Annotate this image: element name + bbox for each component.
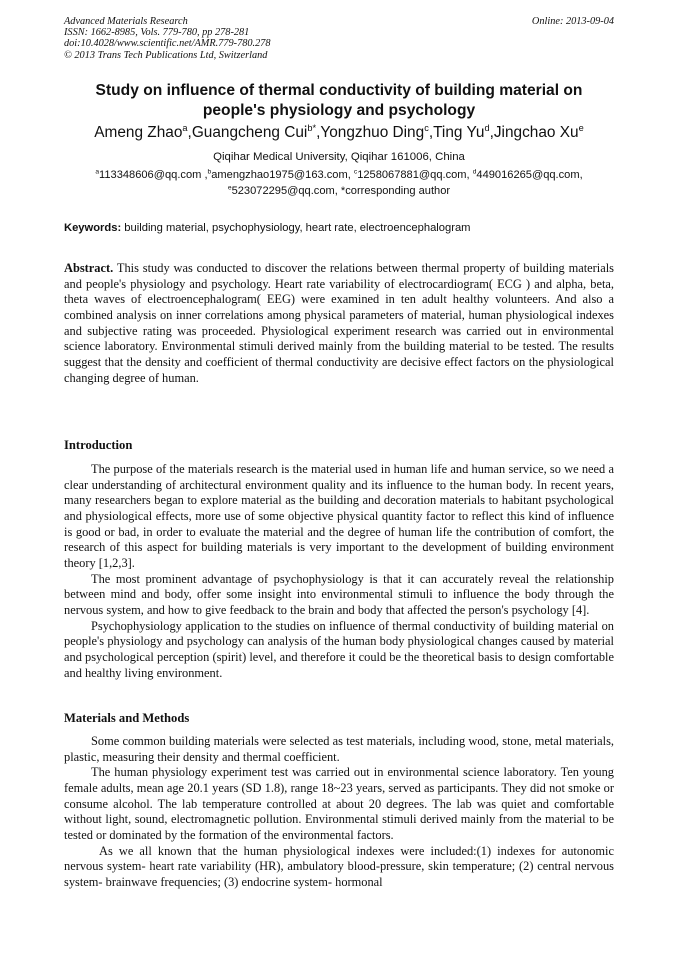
keywords-text: building material, psychophysiology, heart rate, electroencephalogram [121, 222, 471, 234]
email-mark: e [227, 183, 232, 191]
email-mark: a [95, 168, 100, 176]
paper-title [40, 81, 638, 120]
email-c: 1258067881@qq.com, [357, 169, 473, 181]
email-mark: c [353, 168, 358, 176]
abstract-label: Abstract. [64, 261, 114, 275]
author-name: Jingchao Xu [493, 124, 579, 141]
author-affil-mark: d [484, 122, 490, 133]
journal-header [64, 16, 614, 61]
title-line-1: Study on influence of thermal conductivity of building material on [95, 82, 583, 99]
email-mark: b [207, 168, 212, 176]
email-a: 113348606@qq.com , [99, 169, 208, 181]
methods-section [64, 734, 614, 891]
journal-name: Advanced Materials Research [64, 16, 188, 27]
abstract-text: This study was conducted to discover the relations between thermal property of building materials and people's physiology and psychology. Heart rate variability of electrocardiogram( ECG ) and alpha, beta, theta waves of electroencephalogram( EEG) were examined in ten adult healthy volunteers. And also a combined analysis on inner correlations among physical parameters of material, human physiological indexes and subjective rating was proceeded. Physiological experiment research was carried out in environmental science laboratory. Environmental stimuli derived mainly from the building material to be tested. The results suggest that the density and coefficient of thermal conductivity are decisive effect factors on the physiological changing degree of human. [64, 261, 614, 385]
affiliation: Qiqihar Medical University, Qiqihar 161006, China [213, 151, 465, 163]
author-name: Guangcheng Cui [191, 124, 308, 141]
journal-copyright: © 2013 Trans Tech Publications Ltd, Switzerland [64, 49, 268, 61]
author-emails [58, 168, 620, 199]
abstract [64, 261, 614, 386]
keywords [64, 221, 618, 236]
intro-paragraph-1: The purpose of the materials research is the material used in human life and human service, so we need a clear understanding of architectural environment quality and its influence to the human body. In recent years, many researchers began to explore material as the building and decoration materials to habitant psychological and physiological effects, more use of some objective physical quantity factor to reflect this kind of influence is good or bad, in order to evaluate the material and the degree of human life the contribution of comfort, the research of this aspect for building materials is very important to the development of building environment theory [1,2,3]. [64, 462, 614, 570]
author-separator: , [489, 124, 494, 141]
email-b: amengzhao1975@163.com, [211, 169, 354, 181]
intro-paragraph-2: The most prominent advantage of psychophysiology is that it can accurately reveal the relationship between mind and body, offer some insight into environmental stimuli to influence the body through the nervous system, and how to give feedback to the brain and body that affected the person's psychology [4]. [64, 571, 614, 617]
author-separator: , [316, 124, 321, 141]
author-separator: , [428, 124, 434, 141]
methods-heading: Materials and Methods [64, 711, 190, 725]
author-name: Yongzhuo Ding [320, 124, 425, 141]
author-list [30, 123, 648, 143]
author-affil-mark: a [182, 122, 188, 133]
author-separator: , [187, 124, 192, 141]
email-d: 449016265@qq.com, [476, 169, 583, 181]
author-affil-mark: e [578, 122, 584, 133]
online-date: Online: 2013-09-04 [531, 16, 614, 27]
email-e: 523072295@qq.com, *corresponding author [231, 184, 451, 197]
introduction-section [64, 462, 614, 681]
introduction-heading: Introduction [64, 438, 133, 452]
methods-paragraph-3: As we all known that the human physiological indexes were included:(1) indexes for autonomic nervous system- heart rate variability (HR), ambulatory blood-pressure, skin temperature; (2) central nervous system- brainwave frequencies; (3) endocrine system- hormonal [64, 843, 614, 889]
journal-doi: doi:10.4028/www.scientific.net/AMR.779-780.278 [64, 38, 271, 50]
author-affil-mark: b* [307, 122, 317, 133]
intro-paragraph-3: Psychophysiology application to the studies on influence of thermal conductivity of building material on people's physiology and psychology can analysis of the human body physiological changes caused by material and psychological perception (spirit) level, and therefore it could be the theoretical basis to design comfortable and healthy living environment. [64, 618, 614, 680]
methods-paragraph-1: Some common building materials were selected as test materials, including wood, stone, metal materials, plastic, measuring their density and thermal coefficient. [64, 734, 614, 764]
keywords-label: Keywords: [64, 222, 122, 234]
methods-paragraph-2: The human physiology experiment test was carried out in environmental science laboratory. Ten young female adults, mean age 20.1 years (SD 1.8), range 18~23 years, served as participants. They did not smoke or consume alcohol. The lab temperature controlled at about 20 degrees. The lab was quiet and comfortable without light, sound, electromagnetic pollution. Environmental stimuli derived mainly from the material to be tested or dominated by the formation of the environmental factors. [64, 765, 614, 842]
author-affil-mark: c [424, 122, 429, 133]
title-line-2: people's physiology and psychology [202, 101, 476, 119]
journal-issn: ISSN: 1662-8985, Vols. 779-780, pp 278-281 [64, 27, 250, 39]
author-name: Ting Yu [433, 124, 485, 141]
email-mark: d [472, 168, 477, 176]
author-name: Ameng Zhao [94, 124, 183, 141]
